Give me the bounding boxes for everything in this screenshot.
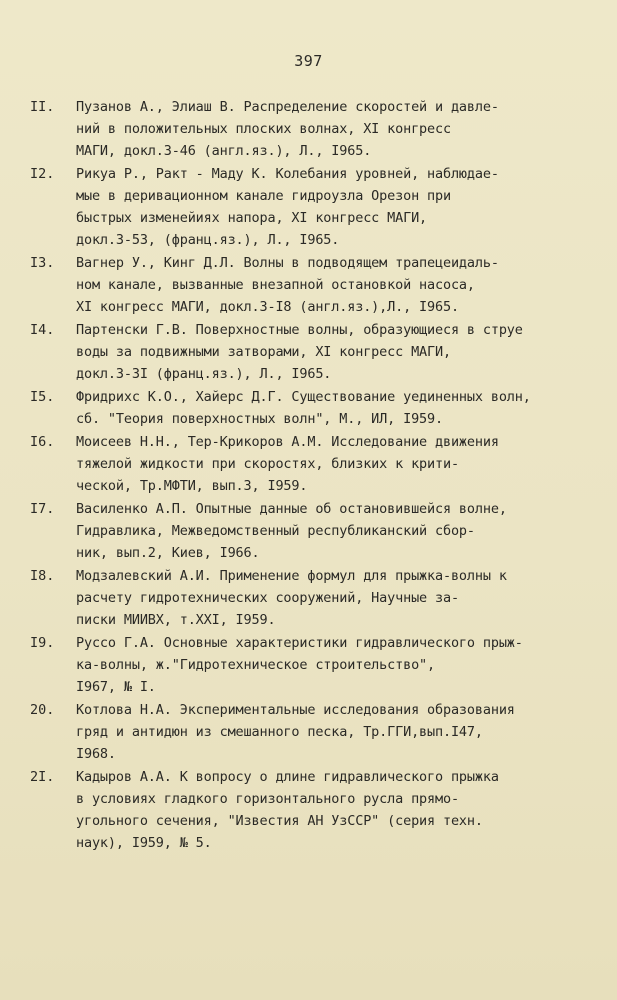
reference-text [76, 565, 580, 631]
page-number: 397 [294, 52, 323, 70]
reference-number: 2I. [30, 769, 55, 785]
reference-line: Рикуа Р., Ракт - Маду К. Колебания уровней, наблюдае- [76, 166, 499, 182]
reference-item [30, 96, 580, 162]
reference-text [76, 319, 580, 385]
reference-text [76, 252, 580, 318]
reference-line: Модзалевский А.И. Применение формул для прыжка-волны к [76, 568, 507, 584]
reference-text [76, 386, 580, 430]
reference-number: I7. [30, 501, 55, 517]
reference-number: I9. [30, 635, 55, 651]
reference-text [76, 431, 580, 497]
reference-line: угольного сечения, "Известия АН УзССР" (серия техн. [76, 813, 483, 829]
reference-line: наук), I959, № 5. [76, 835, 212, 851]
reference-line: ка-волны, ж."Гидротехническое строительство", [76, 657, 435, 673]
reference-line: Василенко А.П. Опытные данные об остановившейся волне, [76, 501, 507, 517]
reference-line: в условиях гладкого горизонтального русла прямо- [76, 791, 459, 807]
reference-item [30, 699, 580, 765]
reference-number: I6. [30, 434, 55, 450]
reference-item [30, 632, 580, 698]
reference-line: расчету гидротехнических сооружений, Научные за- [76, 590, 459, 606]
reference-line: ник, вып.2, Киев, I966. [76, 545, 260, 561]
reference-line: Пузанов А., Элиаш В. Распределение скоростей и давле- [76, 99, 499, 115]
reference-text [76, 699, 580, 765]
reference-number: I4. [30, 322, 55, 338]
reference-line: сб. "Теория поверхностных волн", М., ИЛ, I959. [76, 411, 443, 427]
reference-line: МАГИ, докл.3-46 (англ.яз.), Л., I965. [76, 143, 372, 159]
reference-line: I967, № I. [76, 679, 156, 695]
reference-line: Партенски Г.В. Поверхностные волны, образующиеся в струе [76, 322, 523, 338]
reference-line: мые в деривационном канале гидроузла Орезон при [76, 188, 451, 204]
reference-line: воды за подвижными затворами, XI конгресс МАГИ, [76, 344, 451, 360]
reference-number: II. [30, 99, 55, 115]
reference-line: докл.3-53, (франц.яз.), Л., I965. [76, 232, 340, 248]
reference-text [76, 632, 580, 698]
reference-line: ний в положительных плоских волнах, XI конгресс [76, 121, 451, 137]
reference-line: быстрых изменейиях напора, XI конгресс МАГИ, [76, 210, 428, 226]
reference-line: ном канале, вызванные внезапной остановкой насоса, [76, 277, 475, 293]
reference-number: I8. [30, 568, 55, 584]
reference-line: докл.3-3I (франц.яз.), Л., I965. [76, 366, 332, 382]
reference-item [30, 431, 580, 497]
reference-line: Фридрихс К.О., Хайерс Д.Г. Существование уединенных волн, [76, 389, 531, 405]
reference-item [30, 498, 580, 564]
reference-line: Моисеев Н.Н., Тер-Крикоров А.М. Исследование движения [76, 434, 499, 450]
reference-text [76, 96, 580, 162]
reference-number: 20. [30, 702, 55, 718]
reference-item [30, 386, 580, 430]
reference-number: I5. [30, 389, 55, 405]
reference-item [30, 565, 580, 631]
reference-item [30, 252, 580, 318]
reference-line: ческой, Тр.МФТИ, вып.3, I959. [76, 478, 308, 494]
reference-line: Кадыров А.А. К вопросу о длине гидравлического прыжка [76, 769, 499, 785]
reference-text [76, 163, 580, 251]
reference-number: I3. [30, 255, 55, 271]
reference-line: гряд и антидюн из смешанного песка, Тр.ГГИ,вып.I47, [76, 724, 483, 740]
reference-line: Руссо Г.А. Основные характеристики гидравлического прыж- [76, 635, 523, 651]
reference-item [30, 319, 580, 385]
reference-line: Котлова Н.А. Экспериментальные исследования образования [76, 702, 515, 718]
reference-list [30, 96, 580, 855]
reference-line: тяжелой жидкости при скоростях, близких к крити- [76, 456, 459, 472]
reference-text [76, 766, 580, 854]
reference-text [76, 498, 580, 564]
reference-line: писки МИИВХ, т.XXI, I959. [76, 612, 276, 628]
reference-item [30, 163, 580, 251]
reference-number: I2. [30, 166, 55, 182]
reference-line: I968. [76, 746, 116, 762]
reference-line: Гидравлика, Межведомственный республиканский сбор- [76, 523, 475, 539]
reference-line: XI конгресс МАГИ, докл.3-I8 (англ.яз.),Л., I965. [76, 299, 459, 315]
reference-line: Вагнер У., Кинг Д.Л. Волны в подводящем трапецеидаль- [76, 255, 499, 271]
reference-item [30, 766, 580, 854]
